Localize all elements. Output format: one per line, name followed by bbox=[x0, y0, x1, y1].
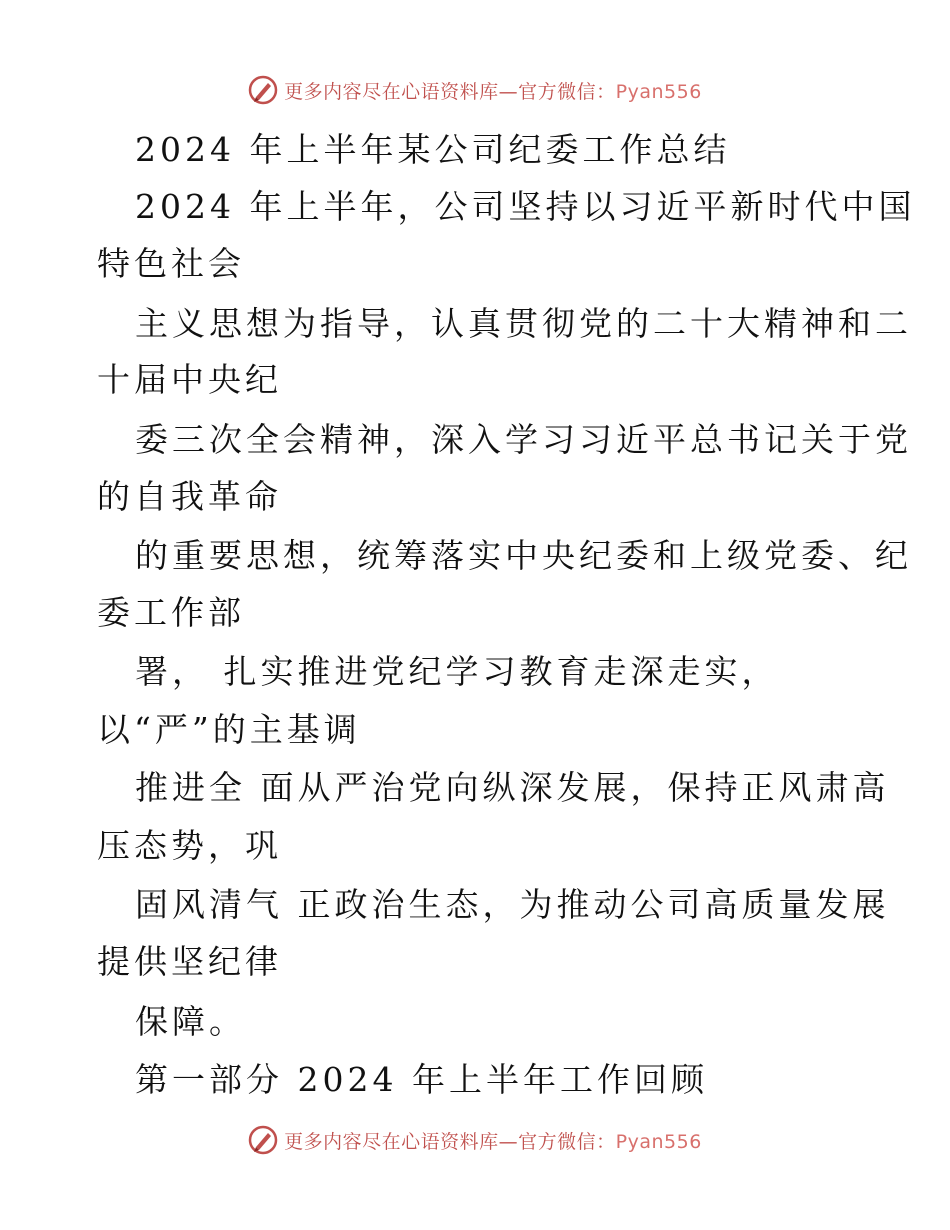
paragraph-line: 主义思想为指导，认真贯彻党的二十大精神和二 bbox=[135, 304, 912, 343]
paragraph-line: 推进全 面从严治党向纵深发展，保持正风肃高 bbox=[135, 768, 890, 807]
paragraph-line: 的自我革命 bbox=[97, 477, 282, 516]
paragraph-line: 署， 扎实推进党纪学习教育走深走实， bbox=[135, 652, 779, 691]
pen-logo-icon bbox=[248, 75, 278, 105]
paragraph-line: 保障。 bbox=[135, 1002, 246, 1041]
banner-text bbox=[284, 77, 702, 104]
banner-handle: Pyan556 bbox=[615, 80, 702, 103]
header-banner bbox=[0, 70, 950, 110]
pen-logo-icon bbox=[248, 1125, 278, 1155]
footer-banner bbox=[0, 1120, 950, 1160]
paragraph-line: 委三次全会精神，深入学习习近平总书记关于党 bbox=[135, 420, 912, 459]
paragraph-line: 的重要思想，统筹落实中央纪委和上级党委、纪 bbox=[135, 536, 912, 575]
paragraph-line: 压态势，巩 bbox=[97, 826, 282, 865]
paragraph-line: 以“严”的主基调 bbox=[97, 710, 361, 749]
paragraph-line: 十届中央纪 bbox=[97, 360, 282, 399]
banner-label: 更多内容尽在心语资料库—官方微信： bbox=[284, 1130, 616, 1153]
banner-handle: Pyan556 bbox=[615, 1130, 702, 1153]
banner-text bbox=[284, 1127, 702, 1154]
document-title: 2024 年上半年某公司纪委工作总结 bbox=[135, 130, 731, 169]
banner-label: 更多内容尽在心语资料库—官方微信： bbox=[284, 80, 616, 103]
paragraph-line: 固风清气 正政治生态，为推动公司高质量发展 bbox=[135, 885, 890, 924]
paragraph-line: 2024 年上半年，公司坚持以习近平新时代中国 bbox=[135, 187, 916, 226]
paragraph-line: 提供坚纪律 bbox=[97, 942, 282, 981]
paragraph-line: 委工作部 bbox=[97, 593, 245, 632]
paragraph-line: 特色社会 bbox=[97, 244, 245, 283]
section-heading: 第一部分 2024 年上半年工作回顾 bbox=[135, 1060, 708, 1099]
